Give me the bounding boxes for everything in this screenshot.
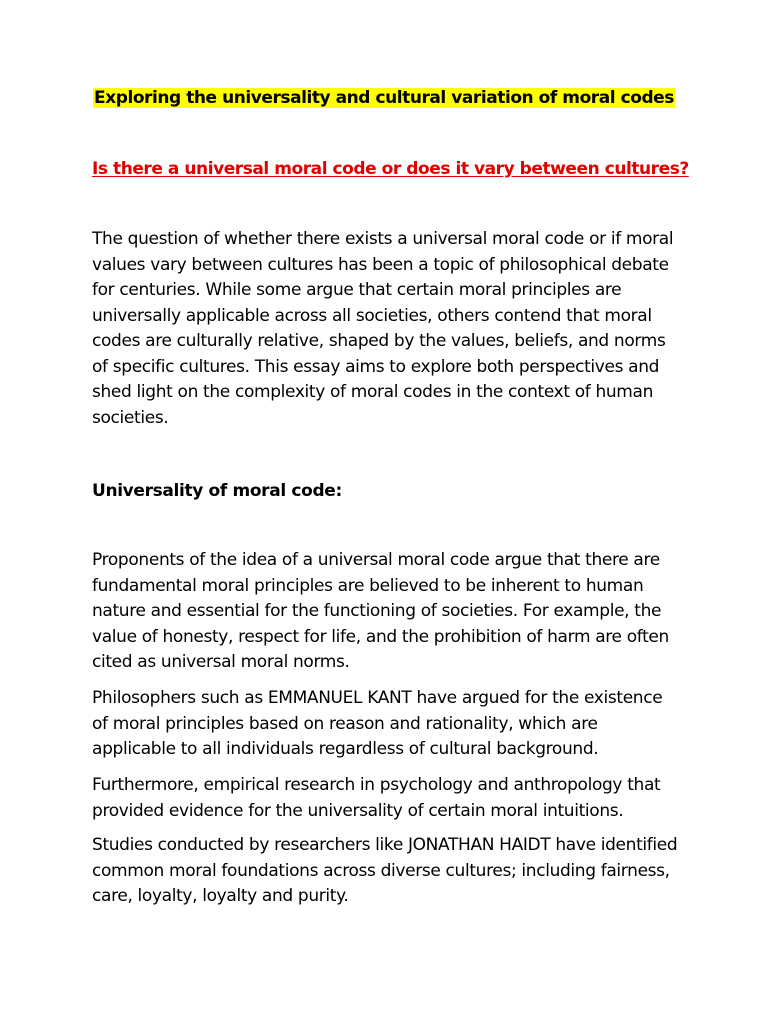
body-paragraph-3: Furthermore, empirical research in psychology and anthropology that provided evidence for the universality of certain moral intuitions. (92, 775, 661, 821)
body-paragraph-4: Studies conducted by researchers like JONATHAN HAIDT have identified common moral foundations across diverse cultures; including fairness, care, loyalty, loyalty and purity. (92, 835, 678, 906)
body-paragraph-1: Proponents of the idea of a universal moral code argue that there are fundamental moral principles are believed to be inherent to human nature and essential for the functioning of societies. For example, the value of honesty, respect for life, and the prohibition of harm are often cited as universal moral norms. (92, 550, 669, 672)
intro-paragraph: The question of whether there exists a universal moral code or if moral values vary between cultures has been a topic of philosophical debate for centuries. While some argue that certain moral principles are universally applicable across all societies, others contend that moral codes are culturally relative, shaped by the values, beliefs, and norms of specific cultures. This essay aims to explore both perspectives and shed light on the complexity of moral codes in the context of human societies. (92, 229, 674, 428)
title-container (0, 87, 768, 109)
body-paragraph-2: Philosophers such as EMMANUEL KANT have argued for the existence of moral principles based on reason and rationality, which are applicable to all individuals regardless of cultural background. (92, 688, 663, 759)
section-heading: Universality of moral code: (92, 481, 342, 501)
document-title: Exploring the universality and cultural variation of moral codes (94, 88, 674, 108)
question-heading: Is there a universal moral code or does it vary between cultures? (92, 159, 689, 179)
